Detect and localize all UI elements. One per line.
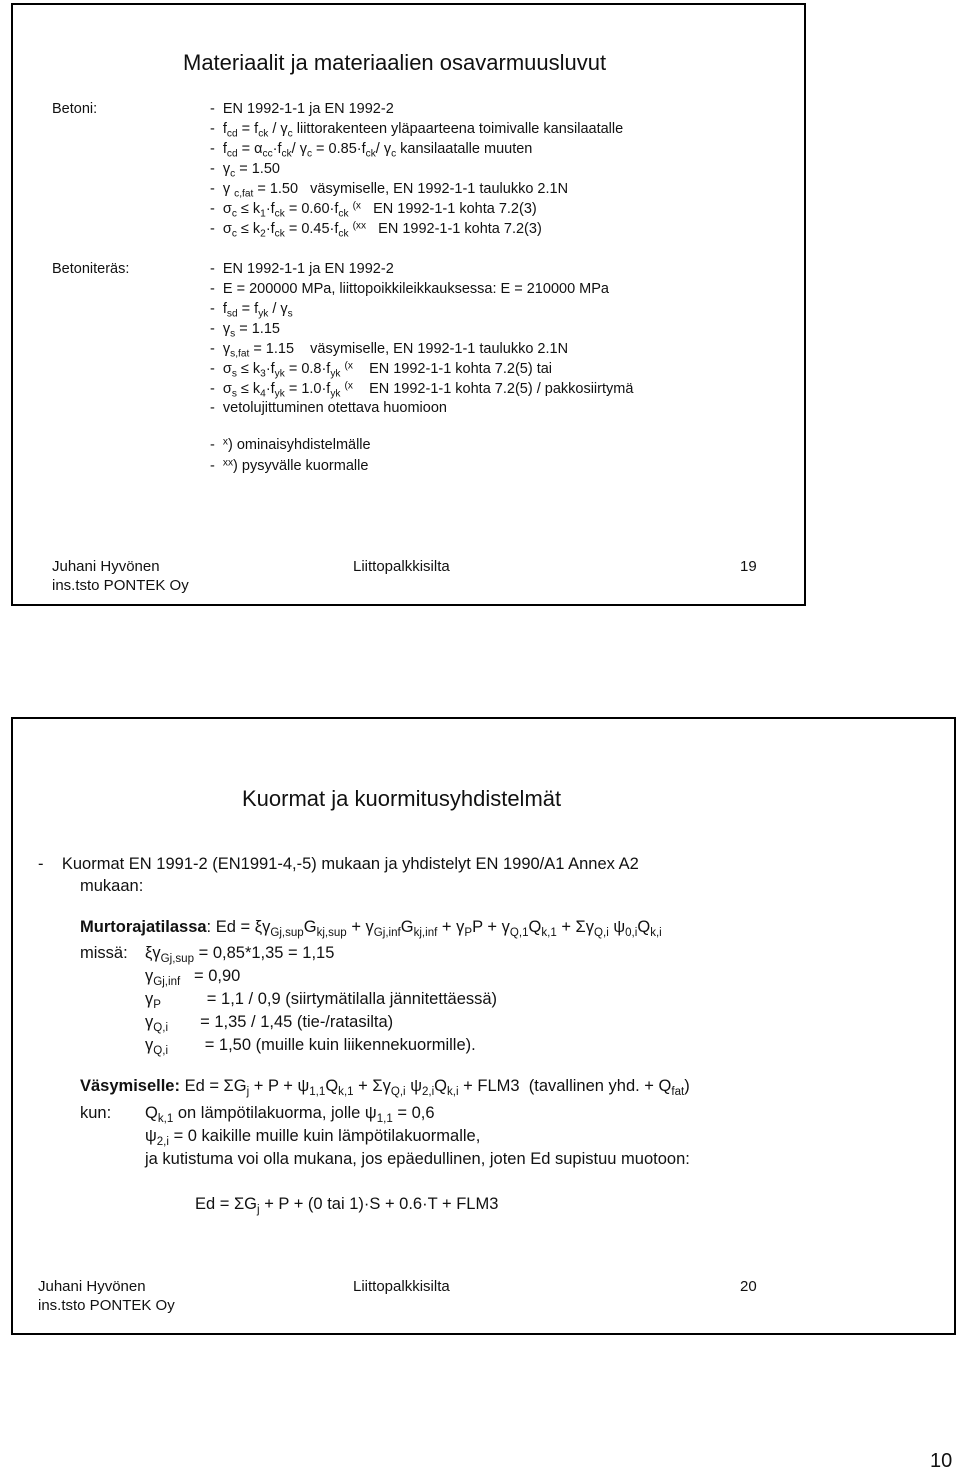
- betoni-line-1: - EN 1992-1-1 ja EN 1992-2: [210, 101, 394, 117]
- missa-line-3: $\gamma_P$ = 1,1 / 0,9 (siirtymätilalla jännitettäessä): [145, 990, 498, 1012]
- slide-19: [11, 3, 806, 606]
- slide-19-page-number: 19: [740, 558, 757, 575]
- intro-line-2: mukaan:: [80, 877, 144, 895]
- murtoraja-formula: Murtorajatilassa: $Ed = \xi\gamma_{Gj,sup}G_{kj,sup} + \gamma_{Gj,inf}G_{kj,inf} + \gamma_PP + \gamma_{Q,1}Q_{k,1} + \Sigma\gamma_{Q,i}$ $\psi_{0,i}Q_{k,i}$: [80, 918, 662, 940]
- slide-19-footer-author: Juhani Hyvönen: [52, 558, 160, 575]
- intro-line-1: - Kuormat EN 1991-2 (EN1991-4,-5) mukaan ja yhdistelyt EN 1990/A1 Annex A2: [38, 855, 639, 873]
- kun-line-1: $Q_{k,1}$ on lämpötilakuorma, jolle $\psi_{1,1} = 0,6$: [145, 1104, 435, 1126]
- kun-line-2: $\psi_{2,i} = 0$ kaikille muille kuin lämpötilakuormalle,: [145, 1127, 481, 1149]
- teras-line-5: - $\gamma_{s,fat} = 1.15$ väsymiselle, EN 1992-1-1 taulukko 2.1N: [210, 341, 569, 360]
- betoni-label: Betoni:: [52, 101, 98, 117]
- missa-label: missä:: [80, 944, 128, 962]
- slide-19-title: Materiaalit ja materiaalien osavarmuusluvut: [183, 50, 607, 75]
- slide-19-footer-topic: Liittopalkkisilta: [353, 558, 450, 575]
- kun-line-3: ja kutistuma voi olla mukana, jos epäedullinen, joten Ed supistuu muotoon:: [145, 1150, 690, 1168]
- betoni-line-7: - $\sigma_c \le k_2\cdot f_{ck} = 0.45\cdot f_{ck}$ $^{(xx}$ EN 1992-1-1 kohta 7.2(3): [210, 220, 542, 240]
- slide-20-footer-author: Juhani Hyvönen: [38, 1278, 146, 1295]
- betoni-line-5: - γ $_{c,fat}$ = 1.50 väsymiselle, EN 1992-1-1 taulukko 2.1N: [210, 181, 569, 200]
- slide-20-footer-topic: Liittopalkkisilta: [353, 1278, 450, 1295]
- slide-20-footer-company: ins.tsto PONTEK Oy: [38, 1297, 175, 1314]
- document-page-number: 10: [930, 1450, 953, 1472]
- missa-line-5: $\gamma_{Q,i}$ = 1,50 (muille kuin liikennekuormille).: [145, 1036, 476, 1058]
- vasymiselle-formula: Väsymiselle: $Ed = \Sigma G_j + P + \psi_{1,1}Q_{k,1} + \Sigma\gamma_{Q,i}$ $\psi_{2,i}Q_{k,i} + FLM3$ (tavallinen yhd. + $Q_{fat}$): [80, 1077, 690, 1099]
- missa-line-4: $\gamma_{Q,i}$ = 1,35 / 1,45 (tie-/ratasilta): [145, 1013, 394, 1035]
- teras-line-4: - $\gamma_s = 1.15$: [210, 321, 280, 340]
- teras-line-3: - $f_{sd} = f_{yk} / \gamma_s$: [210, 301, 293, 320]
- missa-line-2: $\gamma_{Gj,inf}$ = 0,90: [145, 967, 241, 989]
- betoni-line-6: - $\sigma_c \le k_1\cdot f_{ck} = 0.60\cdot f_{ck}$ $^{(x}$ EN 1992-1-1 kohta 7.2(3): [210, 200, 537, 220]
- teras-line-7: - $\sigma_s \le k_4\cdot f_{yk} = 1.0\cdot f_{yk}$ $^{(x}$ EN 1992-1-1 kohta 7.2(5) / pakkosiirtymä: [210, 380, 634, 400]
- teras-line-6: - $\sigma_s \le k_3\cdot f_{yk} = 0.8\cdot f_{yk}$ $^{(x}$ EN 1992-1-1 kohta 7.2(5) tai: [210, 360, 553, 380]
- betoni-line-3: - $f_{cd} = \alpha_{cc}\cdot f_{ck}/$ $\gamma_c = 0.85\cdot f_{ck}/$ $\gamma_c$ kansilaatalle muuten: [210, 141, 533, 160]
- final-formula: $Ed = \Sigma G_j + P + (0$ tai 1)·S + 0.6·T + FLM3: [195, 1195, 499, 1217]
- teras-line-1: - EN 1992-1-1 ja EN 1992-2: [210, 261, 394, 277]
- slide-20-title: Kuormat ja kuormitusyhdistelmät: [242, 786, 562, 811]
- footnote-x: - $^x$) ominaisyhdistelmälle: [210, 436, 371, 453]
- teras-line-2: - E = 200000 MPa, liittopoikkileikkauksessa: E = 210000 MPa: [210, 281, 609, 297]
- kun-label: kun:: [80, 1104, 112, 1122]
- slide-19-footer-company: ins.tsto PONTEK Oy: [52, 577, 189, 594]
- teras-line-8: - vetolujittuminen otettava huomioon: [210, 400, 447, 416]
- teras-label: Betoniteräs:: [52, 261, 130, 277]
- betoni-line-4: - $\gamma_c = 1.50$: [210, 161, 280, 180]
- betoni-line-2: - $f_{cd} = f_{ck} / \gamma_c$ liittorakenteen yläpaarteena toimivalle kansilaatalle: [210, 121, 624, 140]
- footnote-xx: - $^{xx}$) pysyvälle kuormalle: [210, 457, 369, 474]
- missa-line-1: $\xi\gamma_{Gj,sup} = 0,85*1,35 = 1,15$: [145, 944, 335, 966]
- slide-20-page-number: 20: [740, 1278, 757, 1295]
